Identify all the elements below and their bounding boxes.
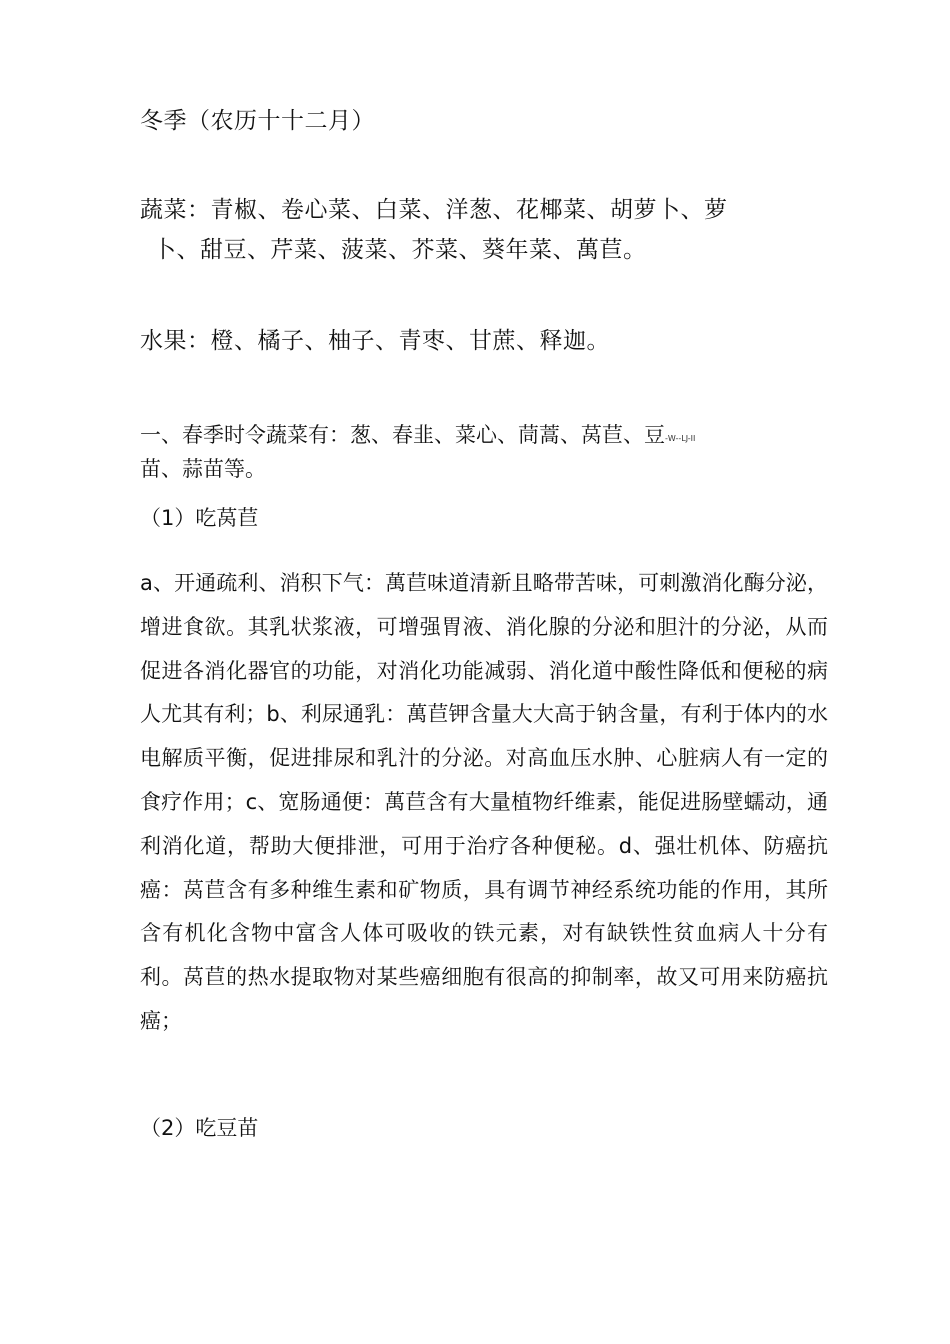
vegetables-paragraph <box>140 190 800 270</box>
spring-line-2: 苗、蒜苗等。 <box>140 457 266 481</box>
season-heading: 冬季（农历十十二月） <box>140 108 375 134</box>
spring-line-1: 一、春季时令蔬菜有：葱、春韭、菜心、茼蒿、莴苣、豆 <box>140 423 665 447</box>
subheading-lettuce: （1）吃莴苣 <box>140 506 259 530</box>
spring-vegetables-paragraph <box>140 420 820 484</box>
subheading-pea-sprouts: （2）吃豆苗 <box>140 1116 259 1140</box>
vegetables-line-2: 卜、甜豆、芹菜、菠菜、芥菜、葵年菜、萬苣。 <box>153 237 647 263</box>
lettuce-benefits-paragraph: a、开通疏利、消积下气：萬苣味道清新且略带苦味，可刺激消化酶分泌，增进食欲。其乳状浆液，可增强胃液、消化腺的分泌和胆汁的分泌，从而促进各消化器官的功能，对消化功能减弱、消化道中酸性降低和便秘的病人尤其有利；b、利尿通乳：萬苣钾含量大大高于钠含量，有利于体内的水电解质平衡，促进排尿和乳汁的分泌。对高血压水肿、心脏病人有一定的食疗作用；c、宽肠通便：萬苣含有大量植物纤维素，能促进肠壁蠕动，通利消化道，帮助大便排泄，可用于治疗各种便秘。d、强壮机体、防癌抗癌：莴苣含有多种维生素和矿物质，具有调节神经系统功能的作用，其所含有机化含物中富含人体可吸收的铁元素，对有缺铁性贫血病人十分有利。莴苣的热水提取物对某些癌细胞有很高的抑制率，故又可用来防癌抗癌； <box>140 571 828 1033</box>
stray-mark: -W--LJ-II <box>665 434 696 443</box>
vegetables-line-1: 蔬菜：青椒、卷心菜、白菜、洋葱、花椰菜、胡萝卜、萝 <box>140 197 728 223</box>
fruits-paragraph: 水果：橙、橘子、柚子、青枣、甘蔗、释迦。 <box>140 328 610 354</box>
